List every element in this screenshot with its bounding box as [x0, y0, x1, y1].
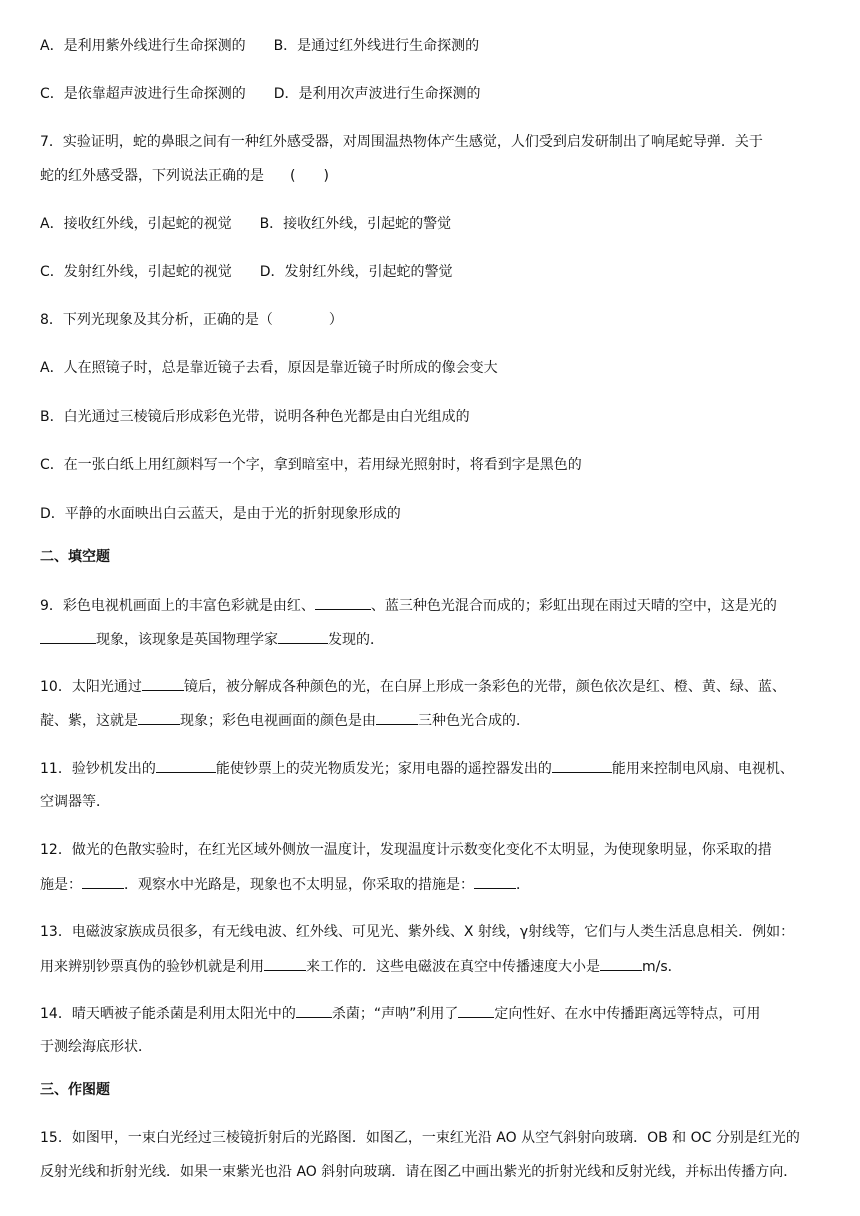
- q8-option-c: C．在一张白纸上用红颜料写一个字，拿到暗室中，若用绿光照射时，将看到字是黑色的: [40, 457, 582, 473]
- q6-option-a: A．是利用紫外线进行生命探测的: [40, 38, 246, 54]
- q9-text-b: 、蓝三种色光混合而成的；彩虹出现在雨过天晴的空中，这是光的: [370, 598, 777, 614]
- q7-options-row1: [40, 214, 451, 234]
- q12-text-a: 施是：: [40, 877, 82, 893]
- q14-text-b: 杀菌；“声呐”利用了: [331, 1006, 459, 1022]
- q9-blank-2[interactable]: [40, 629, 96, 644]
- q7-stem-line2: [40, 166, 329, 186]
- q8-option-b: B．白光通过三棱镜后形成彩色光带，说明各种色光都是由白光组成的: [40, 409, 470, 425]
- q9-line2: [40, 629, 384, 650]
- q14-blank-1[interactable]: [296, 1003, 332, 1018]
- q10-blank-1[interactable]: [142, 676, 184, 691]
- q6-options-row1: [40, 36, 479, 56]
- q10-text-b: 镜后，被分解成各种颜色的光，在白屏上形成一条彩色的光带，颜色依次是红、橙、黄、绿、蓝、: [183, 679, 786, 695]
- q14-text-a: 14．晴天晒被子能杀菌是利用太阳光中的: [40, 1006, 296, 1022]
- q10-text-c: 靛、紫，这就是: [40, 713, 138, 729]
- q7-option-a: A．接收红外线，引起蛇的视觉: [40, 216, 232, 232]
- q12-text-b: ．观察水中光路是，现象也不太明显，你采取的措施是：: [124, 877, 474, 893]
- section-drawing-heading: 三、作图题: [40, 1082, 110, 1098]
- q12-line1: 12．做光的色散实验时，在红光区域外侧放一温度计，发现温度计示数变化变化不太明显，为使现象明显，你采取的措: [40, 842, 772, 858]
- q9-text-c: 现象，该现象是英国物理学家: [96, 632, 278, 648]
- q11-line2: 空调器等．: [40, 794, 110, 810]
- q7-option-d: D．发射红外线，引起蛇的警觉: [259, 264, 453, 280]
- q11-text-b: 能使钞票上的荧光物质发光；家用电器的遥控器发出的: [215, 761, 552, 777]
- q11-blank-2[interactable]: [552, 758, 612, 773]
- q14-line2: 于测绘海底形状．: [40, 1039, 152, 1055]
- q10-line2: [40, 710, 530, 731]
- q10-text-d: 现象；彩色电视画面的颜色是由: [180, 713, 376, 729]
- q13-line2: [40, 956, 682, 977]
- q12-text-c: ．: [516, 877, 530, 893]
- q9-line1: [40, 595, 777, 616]
- q10-blank-3[interactable]: [376, 710, 418, 725]
- q7-stem-text: 蛇的红外感受器，下列说法正确的是: [40, 168, 264, 184]
- q11-blank-1[interactable]: [156, 758, 216, 773]
- section-fill-in-heading: 二、填空题: [40, 549, 110, 565]
- q7-option-b: B．接收红外线，引起蛇的警觉: [259, 216, 452, 232]
- q14-line1: [40, 1003, 760, 1024]
- q15-line1: 15．如图甲，一束白光经过三棱镜折射后的光路图．如图乙，一束红光沿 AO 从空气斜射向玻璃．OB 和 OC 分别是红光的: [40, 1130, 800, 1146]
- q11-text-a: 11．验钞机发出的: [40, 761, 156, 777]
- q13-blank-2[interactable]: [600, 956, 642, 971]
- q8-option-a: A．人在照镜子时，总是靠近镜子去看，原因是靠近镜子时所成的像会变大: [40, 360, 498, 376]
- q13-line1: 13．电磁波家族成员很多，有无线电波、红外线、可见光、紫外线、X 射线，γ射线等，它们与人类生活息息相关．例如：: [40, 924, 795, 940]
- q12-blank-2[interactable]: [474, 874, 516, 889]
- q9-blank-3[interactable]: [278, 629, 328, 644]
- q12-line2: [40, 874, 530, 895]
- q9-text-a: 9．彩色电视机画面上的丰富色彩就是由红、: [40, 598, 315, 614]
- q7-option-c: C．发射红外线，引起蛇的视觉: [40, 264, 232, 280]
- q10-text-e: 三种色光合成的．: [418, 713, 530, 729]
- q6-option-c: C．是依靠超声波进行生命探测的: [40, 86, 246, 102]
- q9-text-d: 发现的．: [328, 632, 384, 648]
- q7-answer-paren: ( ): [290, 168, 329, 184]
- q14-text-c: 定向性好、在水中传播距离远等特点，可用: [494, 1006, 761, 1022]
- q8-stem: 8．下列光现象及其分析，正确的是（ ）: [40, 312, 343, 328]
- q7-options-row2: [40, 262, 453, 282]
- q10-blank-2[interactable]: [138, 710, 180, 725]
- q13-text-a: 用来辨别钞票真伪的验钞机就是利用: [40, 959, 264, 975]
- q11-text-c: 能用来控制电风扇、电视机、: [611, 761, 794, 777]
- q6-option-b: B．是通过红外线进行生命探测的: [273, 38, 480, 54]
- q14-blank-2[interactable]: [458, 1003, 494, 1018]
- q11-line1: [40, 758, 794, 779]
- q13-blank-1[interactable]: [264, 956, 306, 971]
- q13-text-c: m/s．: [642, 959, 682, 975]
- q9-blank-1[interactable]: [315, 595, 371, 610]
- q13-text-b: 来工作的．这些电磁波在真空中传播速度大小是: [306, 959, 600, 975]
- q6-option-d: D．是利用次声波进行生命探测的: [273, 86, 481, 102]
- q8-option-d: D．平静的水面映出白云蓝天，是由于光的折射现象形成的: [40, 506, 401, 522]
- q12-blank-1[interactable]: [82, 874, 124, 889]
- q15-line2: 反射光线和折射光线．如果一束紫光也沿 AO 斜射向玻璃．请在图乙中画出紫光的折射光线和反射光线，并标出传播方向．: [40, 1164, 798, 1180]
- q10-text-a: 10．太阳光通过: [40, 679, 142, 695]
- q10-line1: [40, 676, 786, 697]
- q7-stem-line1: 7．实验证明，蛇的鼻眼之间有一种红外感受器，对周围温热物体产生感觉，人们受到启发研制出了响尾蛇导弹．关于: [40, 134, 763, 150]
- q6-options-row2: [40, 84, 481, 104]
